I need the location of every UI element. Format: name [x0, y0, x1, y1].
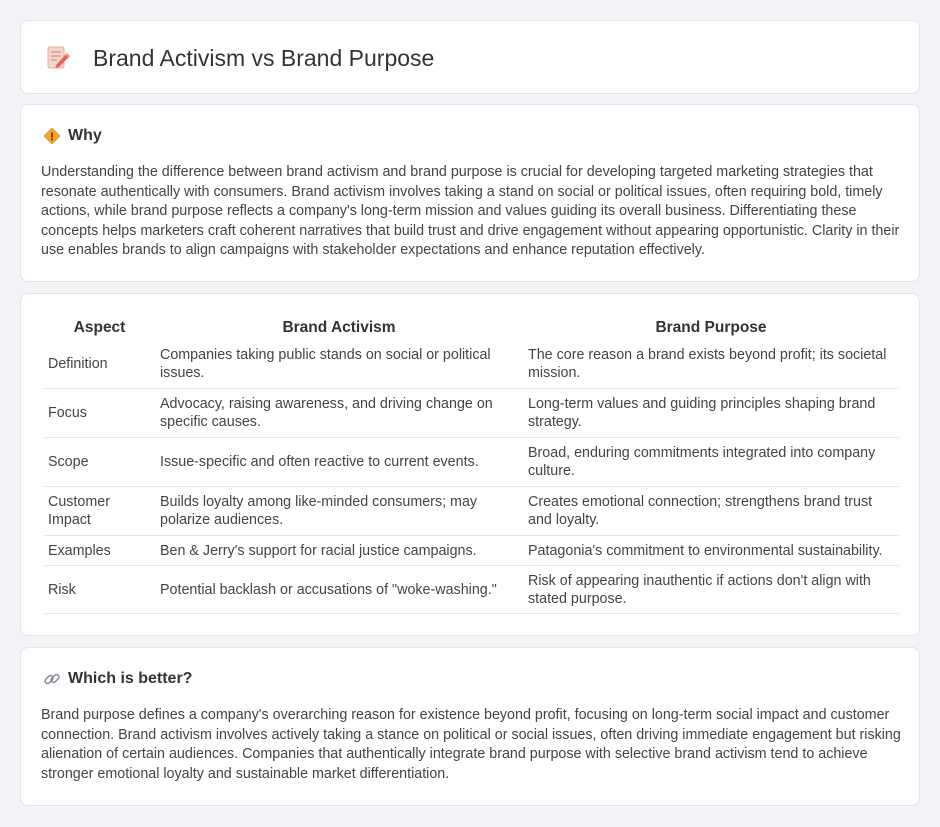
comparison-card — [20, 293, 920, 636]
row-aspect: Risk — [44, 566, 155, 614]
page-title: Brand Activism vs Brand Purpose — [93, 44, 435, 71]
why-body: Understanding the difference between brand activism and brand purpose is crucial for developing targeted marketing strategies that resonate authentically with consumers. Brand activism involves taking a stand on social or political issues, often requiring bold, timely actions, while brand purpose reflects a company's long-term mission and values guiding its overall business. Differentiating these concepts helps marketers craft coherent narratives that build trust and drive engagement without appearing opportunistic. Clarity in their use enables brands to align campaigns with stakeholder expectations and enhance reputation effectively. — [41, 164, 900, 259]
why-heading — [43, 127, 102, 145]
row-purpose: Broad, enduring commitments integrated into company culture. — [523, 438, 899, 487]
header-brand-activism: Brand Activism — [282, 319, 396, 336]
pencil-note-icon — [43, 43, 73, 73]
row-activism: Advocacy, raising awareness, and driving change on specific causes. — [155, 389, 523, 438]
why-title: Why — [68, 127, 102, 144]
table-header-row — [44, 317, 899, 340]
row-activism: Builds loyalty among like-minded consumers; may polarize audiences. — [155, 487, 523, 536]
header-brand-purpose: Brand Purpose — [655, 319, 767, 336]
header-aspect: Aspect — [73, 319, 126, 336]
table-row — [44, 389, 899, 438]
which-better-heading — [43, 670, 192, 688]
link-icon — [43, 670, 61, 688]
table-row — [44, 438, 899, 487]
title-card — [20, 20, 920, 94]
table-row — [44, 340, 899, 389]
table-row — [44, 566, 899, 614]
table-row — [44, 487, 899, 536]
row-activism: Potential backlash or accusations of "woke-washing." — [155, 566, 523, 614]
row-activism: Companies taking public stands on social or political issues. — [155, 340, 523, 389]
row-aspect: Focus — [44, 389, 155, 438]
row-activism: Ben & Jerry's support for racial justice campaigns. — [155, 536, 523, 566]
which-better-body: Brand purpose defines a company's overarching reason for existence beyond profit, focusing on long-term social impact and customer connection. Brand activism involves actively taking a stance on political or social issues, often driving immediate engagement but risking alienation of certain audiences. Companies that authentically integrate brand purpose with selective brand activism tend to achieve stronger emotional loyalty and sustainable market differentiation. — [41, 707, 901, 782]
row-aspect: Customer Impact — [44, 487, 155, 536]
row-purpose: Creates emotional connection; strengthens brand trust and loyalty. — [523, 487, 899, 536]
why-card — [20, 104, 920, 282]
row-purpose: Long-term values and guiding principles shaping brand strategy. — [523, 389, 899, 438]
row-aspect: Scope — [44, 438, 155, 487]
row-purpose: The core reason a brand exists beyond profit; its societal mission. — [523, 340, 899, 389]
comparison-table — [44, 317, 899, 614]
table-row — [44, 536, 899, 566]
row-activism: Issue-specific and often reactive to current events. — [155, 438, 523, 487]
diamond-sign-icon — [43, 127, 61, 145]
row-aspect: Examples — [44, 536, 155, 566]
title-row — [43, 43, 434, 73]
row-purpose: Risk of appearing inauthentic if actions don't align with stated purpose. — [523, 566, 899, 614]
row-purpose: Patagonia's commitment to environmental sustainability. — [523, 536, 899, 566]
which-better-card — [20, 647, 920, 806]
which-better-title: Which is better? — [68, 670, 193, 687]
row-aspect: Definition — [44, 340, 155, 389]
